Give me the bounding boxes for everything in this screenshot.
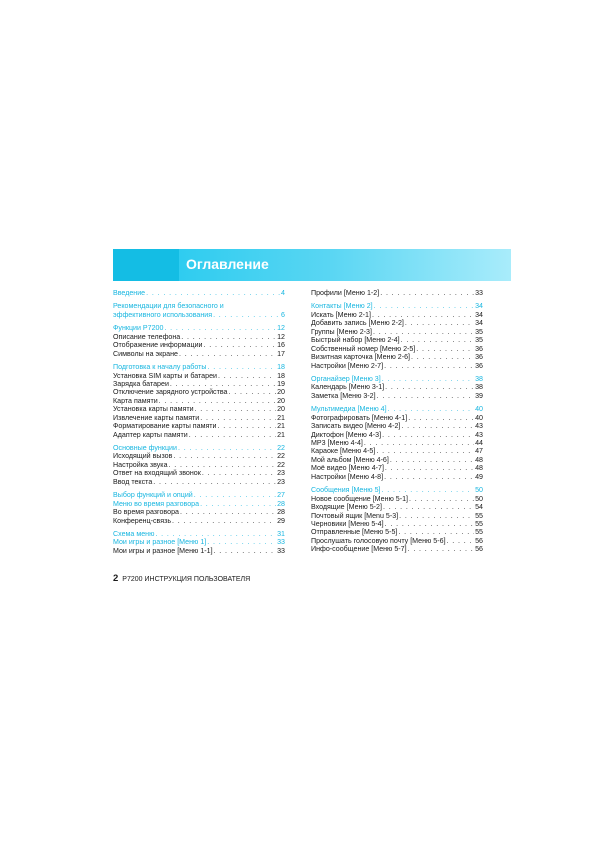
toc-entry[interactable] bbox=[113, 414, 285, 422]
toc-dot-leader bbox=[373, 328, 474, 336]
toc-entry-label: Функции P7200 bbox=[113, 324, 164, 333]
toc-entry-page: 36 bbox=[475, 353, 483, 362]
toc-dot-leader bbox=[218, 372, 276, 380]
toc-entry[interactable] bbox=[113, 478, 285, 486]
toc-entry-label: Карта памяти bbox=[113, 396, 158, 405]
toc-entry-page: 12 bbox=[277, 324, 285, 333]
toc-entry-label: Настройки [Меню 4-8] bbox=[311, 472, 384, 481]
header-banner-accent bbox=[113, 249, 179, 281]
toc-dot-leader bbox=[179, 350, 276, 358]
toc-entry[interactable] bbox=[311, 464, 483, 472]
toc-dot-leader bbox=[411, 353, 474, 361]
toc-entry-label: Отправленные [Меню 5-5] bbox=[311, 528, 398, 537]
toc-dot-leader bbox=[189, 431, 276, 439]
toc-entry[interactable] bbox=[113, 333, 285, 341]
toc-entry-page: 40 bbox=[475, 413, 483, 422]
toc-dot-leader bbox=[372, 311, 474, 319]
toc-dot-leader bbox=[207, 363, 276, 371]
toc-entry-label: Добавить запись [Меню 2-2] bbox=[311, 319, 404, 328]
toc-entry-page: 4 bbox=[281, 289, 285, 297]
toc-entry-page: 40 bbox=[475, 405, 483, 414]
toc-entry-label: Во время разговора bbox=[113, 508, 179, 517]
toc-dot-leader bbox=[146, 289, 280, 297]
toc-dot-leader bbox=[200, 414, 276, 422]
toc-entry-label: Введение bbox=[113, 289, 146, 297]
page-title: Оглавление bbox=[186, 256, 269, 272]
toc-right-column bbox=[311, 289, 483, 554]
toc-entry-page: 49 bbox=[475, 472, 483, 481]
toc-dot-leader bbox=[416, 345, 474, 353]
toc-entry-page: 21 bbox=[277, 422, 285, 431]
toc-entry-page: 23 bbox=[277, 477, 285, 486]
toc-entry-page: 43 bbox=[475, 422, 483, 431]
toc-entry-page: 55 bbox=[475, 519, 483, 528]
toc-entry-page: 44 bbox=[475, 439, 483, 447]
toc-section-heading[interactable] bbox=[113, 289, 285, 297]
toc-entry[interactable] bbox=[311, 353, 483, 361]
toc-entry[interactable] bbox=[113, 517, 285, 525]
toc-entry-label: Адаптер карты памяти bbox=[113, 430, 188, 439]
toc-entry-page: 33 bbox=[277, 546, 285, 555]
toc-dot-leader bbox=[159, 397, 276, 405]
toc-entry-label: Настройки [Меню 2-7] bbox=[311, 361, 384, 370]
toc-entry[interactable] bbox=[311, 512, 483, 520]
toc-entry[interactable] bbox=[311, 345, 483, 353]
toc-entry-label: Ввод текста bbox=[113, 477, 153, 486]
toc-entry[interactable] bbox=[311, 495, 483, 503]
toc-entry-page: 19 bbox=[277, 379, 285, 388]
toc-entry-page: 38 bbox=[475, 383, 483, 392]
toc-entry-label: Группы [Меню 2-3] bbox=[311, 327, 372, 336]
toc-entry-label: Входящие [Меню 5-2] bbox=[311, 503, 382, 512]
toc-entry-page: 20 bbox=[277, 388, 285, 397]
toc-section-heading[interactable] bbox=[113, 324, 285, 332]
toc-entry[interactable] bbox=[311, 545, 483, 553]
toc-entry-label: Выбор функций и опций bbox=[113, 491, 193, 500]
toc-entry-page: 47 bbox=[475, 447, 483, 456]
toc-entry-label: Новое сообщение [Меню 5-1] bbox=[311, 494, 409, 503]
toc-entry-page: 48 bbox=[475, 455, 483, 464]
toc-entry-page: 36 bbox=[475, 361, 483, 370]
toc-entry-label: Сообщения [Меню 5] bbox=[311, 486, 381, 495]
toc-dot-leader bbox=[377, 392, 475, 400]
toc-entry-label: Зарядка батареи bbox=[113, 379, 169, 388]
toc-entry[interactable] bbox=[113, 547, 285, 555]
toc-dot-leader bbox=[385, 383, 474, 391]
toc-entry-page: 31 bbox=[277, 529, 285, 538]
toc-dot-leader bbox=[390, 456, 474, 464]
toc-dot-leader bbox=[178, 444, 276, 452]
toc-entry-label: Конференц-связь bbox=[113, 516, 172, 525]
toc-entry[interactable] bbox=[311, 439, 483, 447]
toc-entry-page: 34 bbox=[475, 302, 483, 311]
toc-entry-label: Быстрый набор [Меню 2-4] bbox=[311, 336, 400, 345]
toc-entry-page: 48 bbox=[475, 464, 483, 473]
toc-section-heading[interactable] bbox=[113, 491, 285, 499]
toc-entry-page: 18 bbox=[277, 371, 285, 380]
toc-section-heading[interactable] bbox=[113, 538, 285, 546]
toc-dot-leader bbox=[364, 439, 474, 447]
toc-entry-page: 22 bbox=[277, 460, 285, 469]
toc-dot-leader bbox=[181, 333, 276, 341]
toc-dot-leader bbox=[405, 319, 474, 327]
toc-entry[interactable] bbox=[311, 473, 483, 481]
toc-dot-leader bbox=[207, 538, 276, 546]
toc-entry-label: Органайзер [Меню 3] bbox=[311, 374, 381, 383]
toc-entry-page: 16 bbox=[277, 341, 285, 350]
toc-entry-label: Почтовый ящик [Menu 5-3] bbox=[311, 511, 399, 520]
toc-dot-leader bbox=[170, 380, 276, 388]
toc-entry-page: 28 bbox=[277, 508, 285, 517]
toc-entry[interactable] bbox=[113, 422, 285, 430]
toc-dot-leader bbox=[374, 302, 474, 310]
toc-dot-leader bbox=[200, 500, 276, 508]
toc-entry[interactable] bbox=[113, 452, 285, 460]
toc-entry[interactable] bbox=[113, 341, 285, 349]
toc-entry-label: Прослушать голосовую почту [Меню 5-6] bbox=[311, 536, 446, 545]
toc-entry-page: 50 bbox=[475, 494, 483, 503]
toc-entry-label: Исходящий вызов bbox=[113, 452, 173, 461]
toc-dot-leader bbox=[213, 311, 280, 319]
toc-entry[interactable] bbox=[311, 447, 483, 455]
toc-dot-leader bbox=[195, 405, 277, 413]
page-footer bbox=[113, 573, 250, 584]
toc-entry[interactable] bbox=[113, 388, 285, 396]
toc-dot-leader bbox=[401, 422, 474, 430]
toc-entry-label: Мой альбом [Меню 4-6] bbox=[311, 455, 389, 464]
toc-entry-page: 12 bbox=[277, 332, 285, 341]
toc-dot-leader bbox=[173, 452, 276, 460]
toc-entry-page: 56 bbox=[475, 545, 483, 554]
toc-entry-page: 20 bbox=[277, 405, 285, 414]
toc-entry-page: 34 bbox=[475, 319, 483, 328]
toc-entry-page: 33 bbox=[475, 289, 483, 297]
toc-dot-leader bbox=[401, 336, 474, 344]
toc-entry-label: Настройка звука bbox=[113, 460, 168, 469]
toc-entry-label: Отключение зарядного устройства bbox=[113, 388, 228, 397]
toc-entry-label: эффективного использования bbox=[113, 310, 213, 319]
toc-entry-page: 35 bbox=[475, 336, 483, 345]
toc-entry-label: Караоке [Меню 4-5] bbox=[311, 447, 376, 456]
toc-entry[interactable] bbox=[311, 422, 483, 430]
toc-section-heading[interactable] bbox=[113, 530, 285, 538]
toc-entry-label: Извлечение карты памяти bbox=[113, 413, 200, 422]
toc-dot-leader bbox=[408, 545, 475, 553]
toc-entry[interactable] bbox=[311, 503, 483, 511]
toc-entry[interactable] bbox=[311, 537, 483, 545]
toc-entry-page: 43 bbox=[475, 430, 483, 439]
toc-entry[interactable] bbox=[113, 431, 285, 439]
toc-section-heading[interactable] bbox=[113, 500, 285, 508]
toc-dot-leader bbox=[383, 503, 474, 511]
toc-entry-label: Черновики [Меню 5-4] bbox=[311, 519, 384, 528]
toc-entry[interactable] bbox=[311, 311, 483, 319]
toc-entry[interactable] bbox=[311, 392, 483, 400]
toc-entry[interactable] bbox=[311, 328, 483, 336]
toc-dot-leader bbox=[380, 289, 474, 297]
toc-dot-leader bbox=[172, 517, 276, 525]
toc-entry-page: 21 bbox=[277, 430, 285, 439]
toc-entry-label: Заметка [Меню 3-2] bbox=[311, 391, 376, 400]
toc-entry-page: 21 bbox=[277, 413, 285, 422]
toc-entry-page: 22 bbox=[277, 444, 285, 452]
toc-entry-page: 29 bbox=[277, 516, 285, 525]
footer-page-number: 2 bbox=[113, 573, 119, 584]
toc-entry-page: 34 bbox=[475, 310, 483, 319]
toc-entry-page: 55 bbox=[475, 528, 483, 537]
toc-entry-label: Контакты [Меню 2] bbox=[311, 302, 373, 311]
toc-entry-label: Искать [Меню 2-1] bbox=[311, 310, 371, 319]
toc-entry[interactable] bbox=[311, 414, 483, 422]
toc-entry-label: Установка карты памяти bbox=[113, 405, 194, 414]
toc-entry[interactable] bbox=[311, 289, 483, 297]
toc-entry-page: 54 bbox=[475, 503, 483, 512]
toc-entry-label: Собственный номер [Меню 2-5] bbox=[311, 344, 416, 353]
toc-dot-leader bbox=[169, 461, 277, 469]
toc-entry-label: Описание телефона bbox=[113, 332, 181, 341]
toc-dot-leader bbox=[409, 495, 474, 503]
toc-dot-leader bbox=[164, 324, 276, 332]
toc-entry-label: Подготовка к началу работы bbox=[113, 363, 207, 372]
toc-dot-leader bbox=[204, 341, 277, 349]
toc-section-heading[interactable] bbox=[113, 444, 285, 452]
toc-entry-label: Символы на экране bbox=[113, 349, 178, 358]
toc-entry-label: Основные функции bbox=[113, 444, 177, 452]
toc-dot-leader bbox=[398, 528, 474, 536]
toc-left-column bbox=[113, 289, 285, 555]
toc-entry[interactable] bbox=[113, 372, 285, 380]
toc-entry-page: 22 bbox=[277, 452, 285, 461]
toc-entry-label: Рекомендации для безопасного и bbox=[113, 302, 224, 311]
toc-entry-label: Записать видео [Меню 4-2] bbox=[311, 422, 401, 431]
toc-section-heading[interactable] bbox=[311, 405, 483, 413]
toc-dot-leader bbox=[447, 537, 475, 545]
toc-dot-leader bbox=[385, 464, 474, 472]
toc-entry-label: Профили [Меню 1-2] bbox=[311, 289, 380, 297]
toc-dot-leader bbox=[384, 362, 474, 370]
toc-entry-label: Форматирование карты памяти bbox=[113, 422, 217, 431]
toc-entry-label: Мои игры и разное [Меню 1] bbox=[113, 538, 207, 547]
toc-entry-label: Фотографировать [Меню 4-1] bbox=[311, 413, 408, 422]
toc-entry[interactable] bbox=[113, 461, 285, 469]
toc-entry[interactable] bbox=[113, 397, 285, 405]
toc-entry-label: Установка SIM карты и батареи bbox=[113, 371, 217, 380]
toc-dot-leader bbox=[382, 486, 475, 494]
toc-entry-label: Меню во время разговора bbox=[113, 499, 200, 508]
toc-dot-leader bbox=[214, 547, 277, 555]
toc-dot-leader bbox=[194, 491, 276, 499]
toc-entry-page: 20 bbox=[277, 396, 285, 405]
toc-dot-leader bbox=[408, 414, 474, 422]
toc-dot-leader bbox=[180, 508, 276, 516]
toc-entry[interactable] bbox=[113, 405, 285, 413]
toc-entry[interactable] bbox=[113, 469, 285, 477]
toc-entry[interactable] bbox=[311, 319, 483, 327]
toc-entry-label: Отображение информации bbox=[113, 341, 203, 350]
toc-dot-leader bbox=[384, 473, 474, 481]
toc-entry[interactable] bbox=[113, 350, 285, 358]
toc-section-heading[interactable] bbox=[113, 363, 285, 371]
toc-entry-page: 36 bbox=[475, 344, 483, 353]
toc-entry-page: 6 bbox=[281, 310, 285, 319]
toc-dot-leader bbox=[202, 469, 276, 477]
toc-entry-label: Инфо-сообщение [Меню 5-7] bbox=[311, 545, 407, 554]
toc-entry[interactable] bbox=[113, 508, 285, 516]
footer-text: P7200 ИНСТРУКЦИЯ ПОЛЬЗОВАТЕЛЯ bbox=[122, 576, 251, 583]
toc-entry-label: Календарь [Меню 3-1] bbox=[311, 383, 385, 392]
toc-entry-page: 35 bbox=[475, 327, 483, 336]
toc-entry-label: Визитная карточка [Меню 2-6] bbox=[311, 353, 410, 362]
toc-section-heading[interactable] bbox=[113, 311, 285, 319]
toc-entry[interactable] bbox=[311, 431, 483, 439]
toc-entry-label: Моё видео [Меню 4-7] bbox=[311, 464, 384, 473]
toc-entry-page: 28 bbox=[277, 499, 285, 508]
toc-entry[interactable] bbox=[311, 520, 483, 528]
toc-entry-label: Схема меню bbox=[113, 529, 155, 538]
toc-entry-label: Диктофон [Меню 4-3] bbox=[311, 430, 382, 439]
toc-entry-page: 39 bbox=[475, 391, 483, 400]
toc-entry[interactable] bbox=[311, 456, 483, 464]
toc-entry-page: 18 bbox=[277, 363, 285, 372]
toc-entry[interactable] bbox=[113, 380, 285, 388]
toc-entry-page: 33 bbox=[277, 538, 285, 547]
toc-entry-label: Мои игры и разное [Меню 1-1] bbox=[113, 546, 213, 555]
toc-entry-page: 50 bbox=[475, 486, 483, 495]
toc-dot-leader bbox=[399, 512, 474, 520]
toc-dot-leader bbox=[153, 478, 276, 486]
toc-dot-leader bbox=[388, 405, 475, 413]
toc-entry[interactable] bbox=[311, 383, 483, 391]
toc-entry-label: MP3 [Меню 4-4] bbox=[311, 439, 363, 447]
toc-section-heading[interactable] bbox=[311, 486, 483, 494]
toc-entry-label: Мультимедиа [Меню 4] bbox=[311, 405, 387, 414]
toc-section-heading[interactable] bbox=[113, 302, 285, 310]
toc-entry-page: 38 bbox=[475, 374, 483, 383]
toc-entry[interactable] bbox=[311, 362, 483, 370]
toc-dot-leader bbox=[218, 422, 277, 430]
toc-dot-leader bbox=[385, 520, 475, 528]
toc-dot-leader bbox=[382, 375, 474, 383]
toc-section-heading[interactable] bbox=[311, 375, 483, 383]
toc-dot-leader bbox=[229, 388, 277, 396]
toc-entry-page: 56 bbox=[475, 536, 483, 545]
toc-entry-page: 27 bbox=[277, 491, 285, 500]
toc-entry[interactable] bbox=[311, 528, 483, 536]
toc-entry[interactable] bbox=[311, 336, 483, 344]
toc-entry-page: 23 bbox=[277, 469, 285, 478]
toc-dot-leader bbox=[376, 447, 474, 455]
toc-entry-page: 17 bbox=[277, 349, 285, 358]
toc-dot-leader bbox=[155, 530, 276, 538]
toc-section-heading[interactable] bbox=[311, 302, 483, 310]
toc-dot-leader bbox=[382, 431, 474, 439]
toc-entry-page: 55 bbox=[475, 511, 483, 520]
toc-entry-label: Ответ на входящий звонок bbox=[113, 469, 201, 478]
